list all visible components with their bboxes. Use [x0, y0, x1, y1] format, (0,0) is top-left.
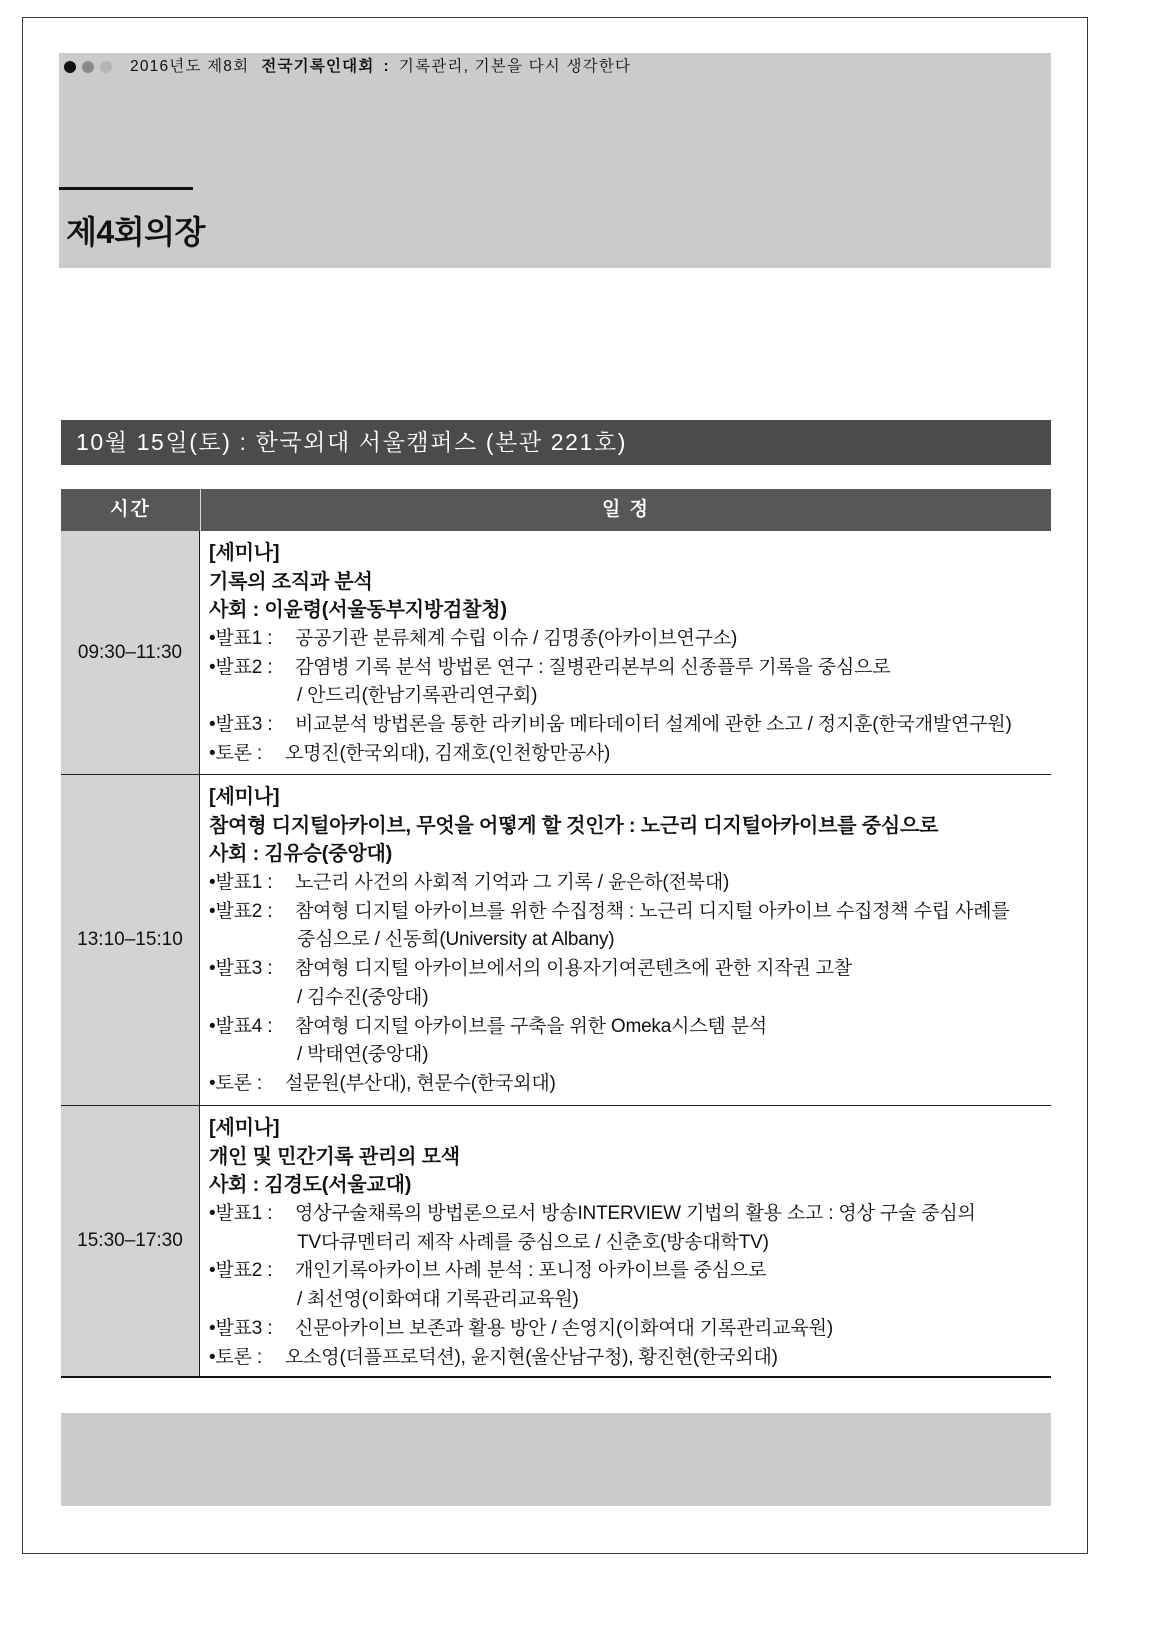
discussion-item: [209, 740, 1051, 769]
event-edition: 2016년도 제8회: [130, 58, 250, 75]
item-text: 노근리 사건의 사회적 기억과 그 기록 / 윤은하(전북대): [295, 872, 730, 894]
session-details: [200, 1106, 1051, 1376]
item-continuation: / 최선영(이화여대 기록관리교육원): [297, 1289, 579, 1311]
presentation-item: [209, 625, 1051, 654]
black-dot-icon: [64, 61, 76, 73]
session-moderator: 사회 : 김경도(서울교대): [209, 1174, 412, 1197]
event-name: 전국기록인대회: [261, 58, 375, 75]
event-separator: :: [383, 58, 390, 75]
table-header: [61, 489, 1051, 531]
item-continuation: / 안드리(한남기록관리연구회): [297, 685, 538, 707]
item-text: 참여형 디지털 아카이브를 구축을 위한 Omeka시스템 분석: [295, 1015, 767, 1037]
header-banner: [59, 53, 1051, 268]
column-header-time: 시간: [110, 499, 151, 520]
item-text: 참여형 디지털 아카이브를 위한 수집정책 : 노근리 디지털 아카이브 수집정책 수립 사례를: [295, 900, 1010, 922]
presentation-item: [209, 711, 1051, 740]
item-label: •발표2 :: [209, 1260, 273, 1282]
column-header-schedule: 일 정: [200, 489, 1051, 531]
title-rule: [59, 187, 193, 190]
session-time: 13:10–15:10: [61, 775, 200, 1105]
item-label: •발표3 :: [209, 958, 273, 980]
item-label: •발표1 :: [209, 872, 273, 894]
item-text: 참여형 디지털 아카이브에서의 이용자기여콘텐츠에 관한 지작권 고찰: [295, 958, 852, 980]
session-details: [200, 531, 1051, 774]
item-text: 개인기록아카이브 사례 분석 : 포니정 아카이브를 중심으로: [295, 1260, 767, 1282]
session-title: 참여형 디지털아카이브, 무엇을 어떻게 할 것인가 : 노근리 디지털아카이브를 중심으로: [209, 814, 939, 837]
session-time: 15:30–17:30: [61, 1106, 200, 1376]
item-continuation: TV다큐멘터리 제작 사례를 중심으로 / 신춘호(방송대학TV): [297, 1231, 769, 1253]
item-label: •발표2 :: [209, 900, 273, 922]
item-label: •발표3 :: [209, 1317, 273, 1339]
item-text: 오소영(더플프로덕션), 윤지현(울산남구청), 황진현(한국외대): [285, 1346, 778, 1368]
presentation-item: [209, 1200, 1051, 1229]
item-label: •발표4 :: [209, 1015, 273, 1037]
event-theme: 기록관리, 기본을 다시 생각한다: [398, 58, 632, 75]
item-label: •토론 :: [209, 1346, 262, 1368]
presentation-item: [209, 955, 1051, 984]
presentation-item: [209, 1257, 1051, 1286]
item-text: 설문원(부산대), 현문수(한국외대): [285, 1072, 556, 1094]
item-label: •발표2 :: [209, 656, 273, 678]
page-title: 제4회의장: [66, 214, 205, 250]
item-label: •발표1 :: [209, 1203, 273, 1225]
item-text: 오명진(한국외대), 김재호(인천항만공사): [285, 742, 611, 764]
schedule-row: [61, 1106, 1051, 1378]
discussion-item: [209, 1344, 1051, 1373]
footer-box: [61, 1413, 1051, 1506]
item-text: 신문아카이브 보존과 활용 방안 / 손영지(이화여대 기록관리교육원): [295, 1317, 833, 1339]
presentation-item: [209, 869, 1051, 898]
date-venue-bar: 10월 15일(토) : 한국외대 서울캠퍼스 (본관 221호): [61, 420, 1051, 465]
item-label: •발표1 :: [209, 628, 273, 650]
item-text: 영상구술채록의 방법론으로서 방송INTERVIEW 기법의 활용 소고 : 영상 구술 중심의: [295, 1203, 976, 1225]
gray-dot-icon: [82, 61, 94, 73]
session-time: 09:30–11:30: [61, 531, 200, 774]
session-title: 기록의 조직과 분석: [209, 570, 373, 593]
item-continuation: / 박태연(중앙대): [297, 1044, 429, 1066]
session-type: [세미나]: [209, 542, 280, 564]
presentation-item: [209, 1013, 1051, 1042]
item-label: •발표3 :: [209, 714, 273, 736]
light-gray-dot-icon: [100, 61, 112, 73]
event-header-line: [64, 58, 631, 76]
schedule-table: [61, 489, 1051, 1378]
session-moderator: 사회 : 이윤령(서울동부지방검찰청): [209, 599, 507, 622]
presentation-item: [209, 654, 1051, 683]
session-moderator: 사회 : 김유승(중앙대): [209, 843, 393, 866]
session-type: [세미나]: [209, 1117, 280, 1139]
item-text: 감염병 기록 분석 방법론 연구 : 질병관리본부의 신종플루 기록을 중심으로: [295, 656, 891, 678]
session-title: 개인 및 민간기록 관리의 모색: [209, 1145, 460, 1168]
session-details: [200, 775, 1051, 1105]
item-label: •토론 :: [209, 742, 262, 764]
item-label: •토론 :: [209, 1072, 262, 1094]
schedule-row: [61, 775, 1051, 1106]
item-continuation: / 김수진(중앙대): [297, 986, 429, 1008]
presentation-item: [209, 1315, 1051, 1344]
item-continuation: 중심으로 / 신동희(University at Albany): [297, 929, 615, 951]
schedule-row: [61, 531, 1051, 775]
discussion-item: [209, 1070, 1051, 1099]
session-type: [세미나]: [209, 786, 280, 808]
presentation-item: [209, 898, 1051, 927]
item-text: 비교분석 방법론을 통한 라키비움 메타데이터 설계에 관한 소고 / 정지훈(한국개발연구원): [295, 714, 1012, 736]
item-text: 공공기관 분류체계 수립 이슈 / 김명종(아카이브연구소): [295, 628, 738, 650]
